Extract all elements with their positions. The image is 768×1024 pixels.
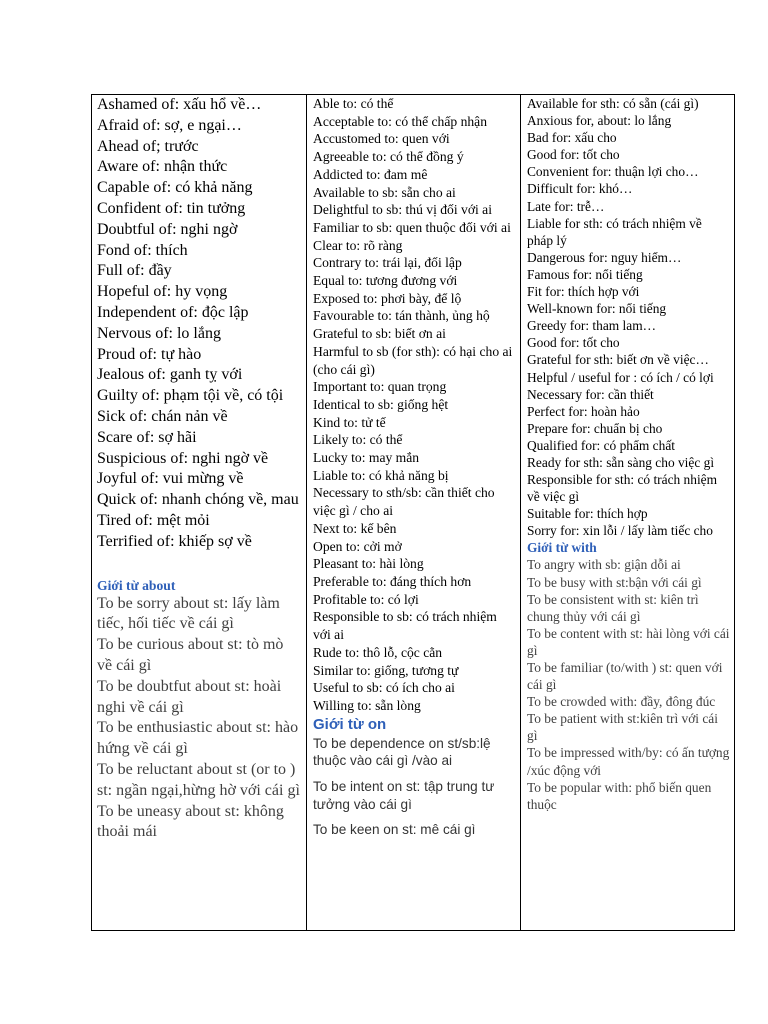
list-item: Ahead of; trước: [97, 137, 199, 155]
of-list: [97, 95, 300, 553]
list-item: Available for sth: có sẵn (cái gì): [527, 96, 699, 111]
list-item: Famous for: nổi tiếng: [527, 266, 643, 282]
list-item: Nervous of: lo lắng: [97, 324, 221, 342]
list-item: Guilty of: phạm tội về, có tội: [97, 387, 284, 405]
list-item: Capable of: có khả năng: [97, 179, 253, 197]
list-item: Agreeable to: có thể đồng ý: [313, 149, 464, 165]
list-item: Good for: tốt cho: [527, 147, 620, 163]
list-item: Doubtful of: nghi ngờ: [97, 220, 238, 238]
list-item: To be uneasy about st: không thoải mái: [97, 802, 284, 841]
list-item: To be crowded with: đầy, đông đúc: [527, 694, 716, 710]
list-item: Ashamed of: xấu hổ về…: [97, 96, 262, 113]
list-item: To be busy with st:bận với cái gì: [527, 574, 702, 590]
list-item: Responsible to sb: có trách nhiệm với ai: [313, 609, 497, 643]
list-item: Responsible for sth: có trách nhiệm về việc gì: [527, 472, 718, 505]
list-item: To be patient with st:kiên trì với cái gì: [527, 711, 718, 744]
list-item: Willing to: sẵn lòng: [313, 697, 421, 713]
list-item: Anxious for, about: lo lắng: [527, 113, 672, 129]
list-item: To be dependence on st/sb:lệ thuộc vào cái gì /vào ai: [313, 735, 491, 769]
list-item: To be curious about st: tò mò về cái gì: [97, 636, 284, 674]
list-item: Bad for: xấu cho: [527, 130, 617, 146]
list-item: Preferable to: đáng thích hơn: [313, 573, 472, 589]
list-item: Tired of: mệt mỏi: [97, 511, 210, 529]
list-item: Good for: tốt cho: [527, 335, 620, 351]
list-item: To be enthusiastic about st: hào hứng về cái gì: [97, 719, 299, 758]
list-item: Addicted to: đam mê: [313, 166, 428, 182]
list-item: Liable to: có khả năng bị: [313, 467, 449, 483]
list-item: Afraid of: sợ, e ngại…: [97, 116, 242, 134]
list-item: Grateful to sb: biết ơn ai: [313, 326, 446, 342]
column-for: [521, 95, 734, 930]
list-item: To be popular with: phổ biến quen thuộc: [527, 779, 712, 812]
list-item: Sick of: chán nản về: [97, 407, 228, 425]
list-item: Useful to sb: có ích cho ai: [313, 680, 455, 696]
list-item: Well-known for: nổi tiếng: [527, 301, 667, 317]
list-item: To be reluctant about st (or to ) st: ngần ngại,hừng hờ với cái gì: [97, 760, 300, 799]
about-heading: Giới từ about: [97, 577, 176, 593]
list-item: Jealous of: ganh tỵ với: [97, 366, 243, 384]
list-item: Equal to: tương đương với: [313, 273, 458, 289]
list-item: Confident of: tin tưởng: [97, 199, 246, 217]
list-item: Acceptable to: có thể chấp nhận: [313, 113, 487, 129]
list-item: Difficult for: khó…: [527, 181, 633, 197]
list-item: Ready for sth: sẵn sàng cho việc gì: [527, 454, 715, 470]
list-item: Profitable to: có lợi: [313, 591, 419, 607]
list-item: To be familiar (to/with ) st: quen với cái gì: [527, 660, 723, 693]
list-item: Proud of: tự hào: [97, 345, 202, 363]
list-item: Convenient for: thuận lợi cho…: [527, 164, 699, 180]
list-item: Exposed to: phơi bày, để lộ: [313, 290, 462, 306]
list-item: Terrified of: khiếp sợ về: [97, 532, 252, 550]
list-item: Next to: kế bên: [313, 520, 397, 536]
list-item: Available to sb: sẵn cho ai: [313, 184, 456, 200]
list-item: Kind to: tử tế: [313, 414, 386, 430]
list-item: Helpful / useful for : có ích / có lợi: [527, 369, 714, 385]
list-item: To angry with sb: giận dỗi ai: [527, 557, 681, 573]
column-of: [92, 95, 307, 930]
list-item: Delightful to sb: thú vị đối với ai: [313, 202, 492, 218]
to-list: [313, 95, 514, 715]
list-item: Suitable for: thích hợp: [527, 506, 648, 522]
list-item: Dangerous for: nguy hiểm…: [527, 249, 682, 265]
list-item: Fit for: thích hợp với: [527, 284, 640, 300]
list-item: Open to: cởi mở: [313, 538, 402, 554]
list-item: Pleasant to: hài lòng: [313, 556, 424, 572]
list-item: Identical to sb: giống hệt: [313, 396, 449, 412]
list-item: Important to: quan trọng: [313, 379, 447, 395]
preposition-table: [91, 94, 735, 931]
with-list: [527, 556, 730, 812]
with-heading: Giới từ with: [527, 540, 597, 556]
on-list: [313, 735, 514, 840]
list-item: Greedy for: tham lam…: [527, 318, 657, 334]
list-item: Independent of: độc lập: [97, 303, 249, 321]
list-item: Familiar to sb: quen thuộc đối với ai: [313, 219, 511, 235]
list-item: Likely to: có thể: [313, 432, 403, 448]
list-item: Grateful for sth: biết ơn về việc…: [527, 352, 709, 368]
list-item: To be impressed with/by: có ấn tượng /xúc động với: [527, 745, 730, 778]
list-item: Accustomed to: quen với: [313, 131, 450, 147]
on-heading: Giới từ on: [313, 715, 387, 733]
list-item: Hopeful of: hy vọng: [97, 283, 228, 301]
list-item: To be keen on st: mê cái gì: [313, 822, 476, 838]
list-item: Fond of: thích: [97, 241, 188, 259]
list-item: To be sorry about st: lấy làm tiếc, hối tiếc về cái gì: [97, 594, 280, 633]
list-item: Joyful of: vui mừng về: [97, 470, 244, 488]
list-item: Necessary to sth/sb: cần thiết cho việc gì / cho ai: [313, 485, 495, 519]
list-item: Prepare for: chuẩn bị cho: [527, 420, 663, 436]
list-item: Rude to: thô lỗ, cộc cằn: [313, 644, 443, 660]
list-item: To be intent on st: tập trung tư tưởng vào cái gì: [313, 779, 495, 812]
list-item: Quick of: nhanh chóng về, mau: [97, 491, 299, 509]
list-item: Suspicious of: nghi ngờ về: [97, 449, 269, 467]
list-item: Scare of: sợ hãi: [97, 428, 197, 446]
list-item: Late for: trễ…: [527, 198, 605, 214]
list-item: Necessary for: cần thiết: [527, 386, 654, 402]
list-item: Contrary to: trái lại, đối lập: [313, 255, 462, 271]
list-item: To be content with st: hài lòng với cái gì: [527, 625, 730, 658]
list-item: Clear to: rõ ràng: [313, 237, 403, 253]
about-list: [97, 594, 300, 844]
list-item: Qualified for: có phẩm chất: [527, 437, 675, 453]
list-item: Sorry for: xin lỗi / lấy làm tiếc cho: [527, 523, 713, 539]
list-item: To be doubtfut about st: hoài nghi về cái gì: [97, 677, 282, 716]
list-item: Similar to: giống, tương tự: [313, 662, 459, 678]
list-item: Aware of: nhận thức: [97, 158, 228, 176]
list-item: To be consistent with st: kiên trì chung thủy với cái gì: [527, 591, 699, 624]
list-item: Full of: đầy: [97, 262, 172, 280]
column-to: [307, 95, 521, 930]
for-list: [527, 95, 730, 539]
list-item: Liable for sth: có trách nhiệm về pháp lý: [527, 215, 702, 248]
list-item: Able to: có thể: [313, 96, 394, 111]
list-item: Lucky to: may mắn: [313, 450, 420, 466]
list-item: Perfect for: hoàn hảo: [527, 403, 640, 419]
list-item: Harmful to sb (for sth): có hại cho ai (cho cái gì): [313, 343, 513, 377]
list-item: Favourable to: tán thành, ủng hộ: [313, 308, 490, 324]
